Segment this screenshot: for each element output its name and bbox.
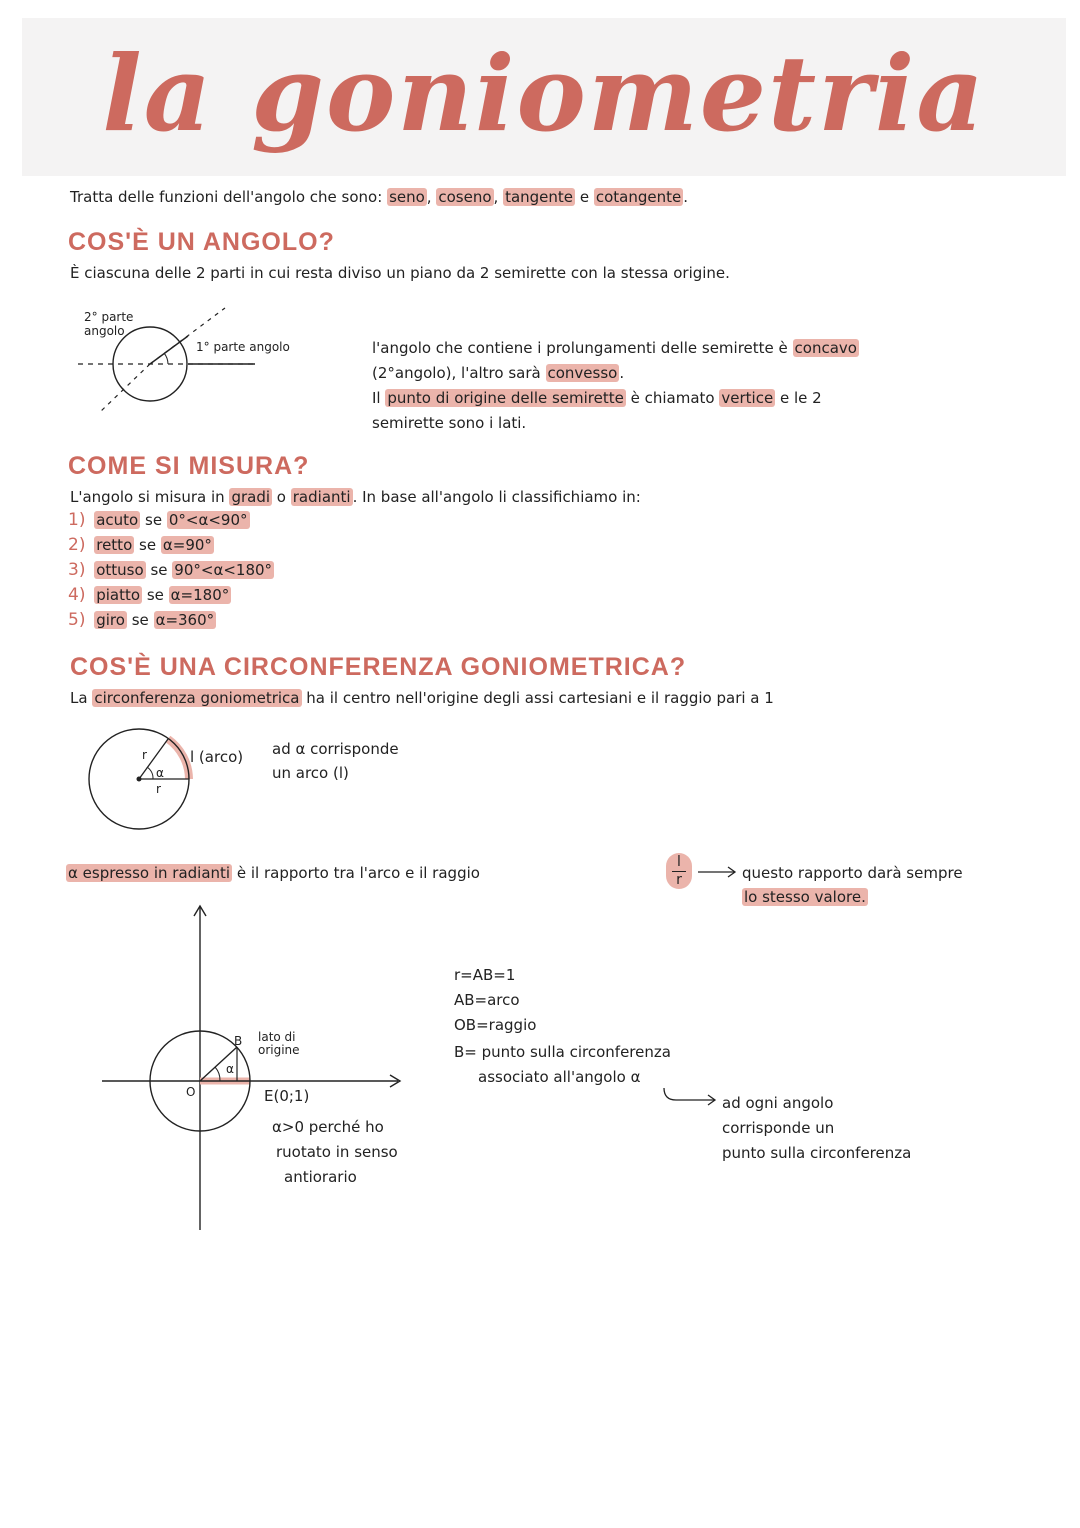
def-point-b: B= punto sulla circonferenza [454,1043,671,1061]
item-name: acuto [96,511,139,529]
intro-end: . [683,188,688,206]
expl-3c: è chiamato [630,389,715,407]
heading-circonferenza: COS'È UNA CIRCONFERENZA GONIOMETRICA? [70,653,687,681]
item-name: giro [96,611,125,629]
intro-prefix: Tratta delle funzioni dell'angolo che sono: [70,188,383,206]
radianti-expression-term: α espresso in radianti [68,864,231,882]
item-number: 2) [68,535,86,555]
def-arc: AB=arco [454,991,520,1009]
intro-sep-1: , [426,188,432,206]
positive-note-2: ruotato in senso [276,1143,398,1161]
graph-alpha-label: α [226,1062,234,1076]
fraction-numerator: l [677,854,681,870]
term-seno: seno [389,188,425,206]
circ-def-c: ha il centro nell'origine degli assi cartesiani e il raggio pari a 1 [306,689,774,707]
item-se: se [150,561,168,579]
term-cotangente: cotangente [595,188,682,206]
expl-2c: . [619,364,625,382]
heading-misura: COME SI MISURA? [68,452,310,480]
unit-circle-graph [100,904,410,1234]
angolo-expl-line-2 [372,364,624,383]
point-b-label: B [234,1034,243,1048]
item-number: 1) [68,510,86,530]
concavo-term: concavo [794,339,857,357]
misura-intro-e: . In base all'angolo li classifichiamo in: [352,488,641,506]
item-number: 3) [68,560,86,580]
circonferenza-definition [70,689,774,708]
arc-label: l (arco) [190,748,244,766]
stesso-valore-term: lo stesso valore. [744,888,866,906]
term-tangente: tangente [505,188,574,206]
point-note-3: punto sulla circonferenza [722,1144,912,1162]
circ-def-a: La [70,689,88,707]
item-number: 5) [68,610,86,630]
expl-3a: Il [372,389,381,407]
list-item [68,561,274,580]
item-condition: 90°<α<180° [174,561,273,579]
angle-part-2-label: 2° parte angolo [84,310,134,338]
term-coseno: coseno [438,188,492,206]
item-condition: α=360° [155,611,215,629]
intro-conj: e [579,188,590,206]
origin-label: O [186,1085,196,1099]
item-se: se [131,611,149,629]
point-e-label: E(0;1) [264,1087,310,1105]
page-title: la goniometria [102,32,986,155]
angolo-definition: È ciascuna delle 2 parti in cui resta diviso un piano da 2 semirette con la stessa origine. [70,264,730,282]
item-se: se [145,511,163,529]
item-name: ottuso [96,561,144,579]
circonferenza-term: circonferenza goniometrica [94,689,300,707]
item-se: se [139,536,157,554]
vertice-term: vertice [721,389,774,407]
radianti-term: radianti [292,488,351,506]
point-note-1: ad ogni angolo [722,1094,834,1112]
intro-line [70,188,688,207]
gradi-term: gradi [231,488,271,506]
arc-note-1: ad α corrisponde [272,740,399,758]
radius-label-bottom: r [156,782,161,796]
angolo-expl-line-4: semirette sono i lati. [372,414,527,432]
ratio-line [66,864,480,883]
angolo-expl-line-1 [372,339,859,358]
def-raggio: OB=raggio [454,1016,537,1034]
convesso-term: convesso [547,364,618,382]
item-name: retto [96,536,133,554]
item-se: se [146,586,164,604]
positive-note-3: antiorario [284,1168,357,1186]
expl-1a: l'angolo che contiene i prolungamenti delle semirette è [372,339,788,357]
ratio-text: è il rapporto tra l'arco e il raggio [236,864,480,882]
point-note-2: corrisponde un [722,1119,835,1137]
angle-part-1-label: 1° parte angolo [196,340,290,354]
list-item [68,536,214,555]
positive-note-1: α>0 perché ho [272,1118,384,1136]
item-condition: 0°<α<90° [168,511,248,529]
ratio-arrow [698,864,738,880]
arc-circle-figure [88,726,198,832]
fraction-badge [666,853,692,889]
origin-point-term: punto di origine delle semirette [387,389,624,407]
item-condition: α=180° [170,586,230,604]
misura-intro-a: L'angolo si misura in [70,488,225,506]
misura-intro [70,488,641,507]
def-associated: associato all'angolo α [478,1068,641,1086]
heading-angolo: COS'È UN ANGOLO? [68,228,335,256]
ratio-note-2 [742,888,868,907]
expl-3e: e le 2 [779,389,822,407]
alpha-label: α [156,766,164,780]
list-item [68,611,216,630]
ratio-note-1: questo rapporto darà sempre [742,864,963,882]
expl-2a: (2°angolo), l'altro sarà [372,364,541,382]
list-item [68,511,250,530]
angolo-expl-line-3 [372,389,822,408]
item-condition: α=90° [162,536,212,554]
radius-label-top: r [142,748,147,762]
intro-sep-2: , [493,188,499,206]
item-name: piatto [96,586,141,604]
list-item [68,586,231,605]
item-number: 4) [68,585,86,605]
b-note-2: origine [258,1043,300,1057]
defs-arrow [660,1086,720,1110]
def-radius-equals: r=AB=1 [454,966,516,984]
b-note-1: lato di [258,1030,296,1044]
misura-intro-c: o [276,488,286,506]
arc-note-2: un arco (l) [272,764,349,782]
fraction-denominator: r [676,872,682,888]
title-band [22,18,1066,176]
